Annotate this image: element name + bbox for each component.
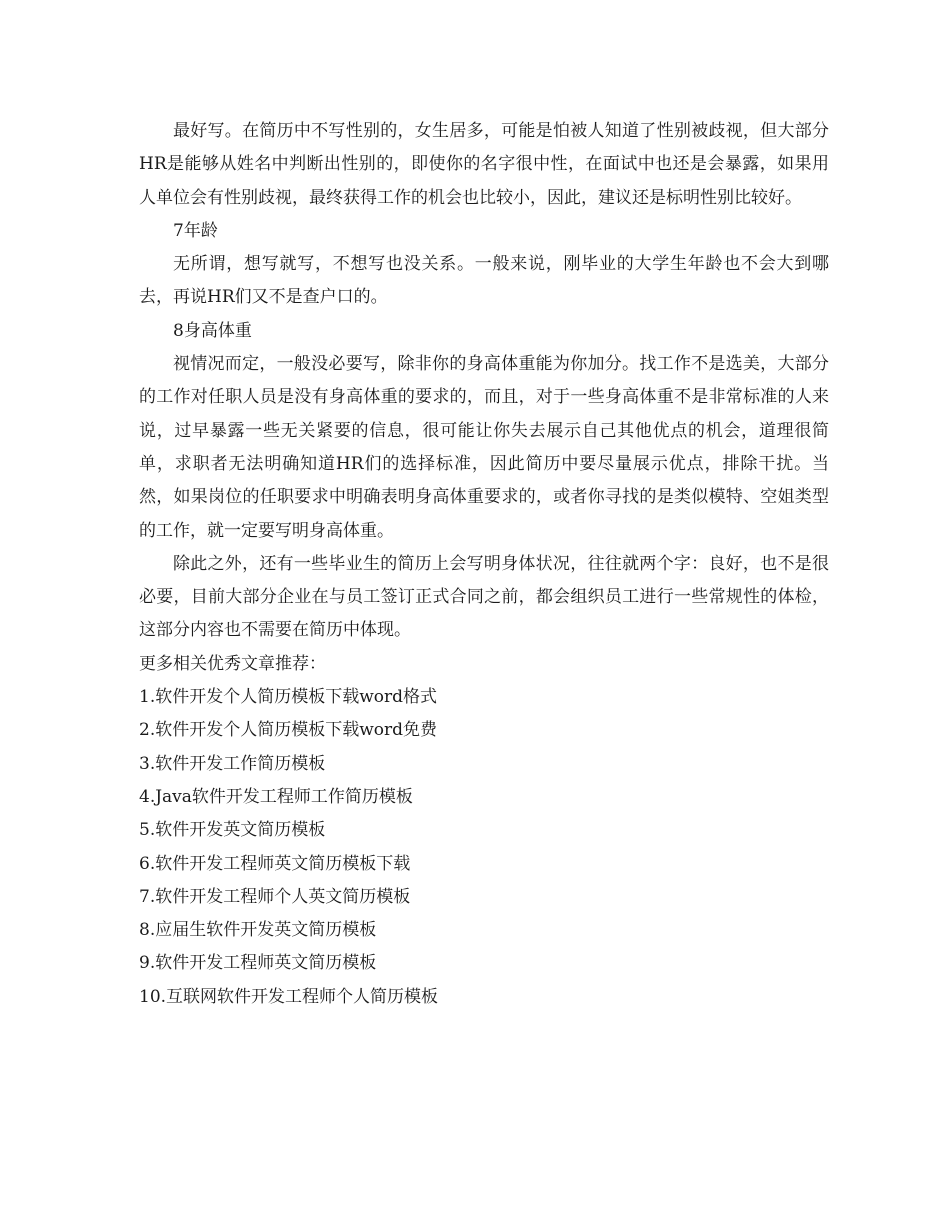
related-article-link[interactable]: 1.软件开发个人简历模板下载word格式: [139, 687, 438, 708]
related-article-link[interactable]: 10.互联网软件开发工程师个人简历模板: [139, 986, 439, 1007]
paragraph-height-weight: 视情况而定，一般没必要写，除非你的身高体重能为你加分。找工作不是选美，大部分的工作对任职人员是没有身高体重的要求的，而且，对于一些身高体重不是非常标准的人来说，过早暴露一些无关紧要的信息，很可能让你失去展示自己其他优点的机会，道理很简单，求职者无法明确知道HR们的选择标准，因此简历中要尽量展示优点，排除干扰。当然，如果岗位的任职要求中明确表明身高体重要求的，或者你寻找的是类似模特、空姐类型的工作，就一定要写明身高体重。: [139, 354, 829, 541]
heading-age: 7年龄: [173, 220, 218, 241]
related-article-link[interactable]: 2.软件开发个人简历模板下载word免费: [139, 720, 438, 741]
related-article-link[interactable]: 6.软件开发工程师英文简历模板下载: [139, 853, 411, 874]
related-article-link[interactable]: 3.软件开发工作简历模板: [139, 753, 326, 774]
document-body: [139, 115, 829, 1014]
paragraph-gender: 最好写。在简历中不写性别的，女生居多，可能是怕被人知道了性别被歧视，但大部分HR是能够从姓名中判断出性别的，即使你的名字很中性，在面试中也还是会暴露，如果用人单位会有性别歧视，最终获得工作的机会也比较小，因此，建议还是标明性别比较好。: [139, 121, 829, 208]
paragraph-age: 无所谓，想写就写，不想写也没关系。一般来说，刚毕业的大学生年龄也不会大到哪去，再说HR们又不是查户口的。: [139, 254, 829, 308]
related-article-link[interactable]: 8.应届生软件开发英文简历模板: [139, 920, 377, 941]
related-article-link[interactable]: 4.Java软件开发工程师工作简历模板: [139, 786, 413, 807]
related-articles-title: 更多相关优秀文章推荐：: [139, 653, 326, 674]
related-articles-list: [139, 681, 829, 1014]
heading-height-weight: 8身高体重: [173, 320, 252, 341]
related-article-link[interactable]: 7.软件开发工程师个人英文简历模板: [139, 886, 411, 907]
related-article-link[interactable]: 9.软件开发工程师英文简历模板: [139, 953, 377, 974]
related-article-link[interactable]: 5.软件开发英文简历模板: [139, 820, 326, 841]
paragraph-health: 除此之外，还有一些毕业生的简历上会写明身体状况，往往就两个字：良好，也不是很必要，目前大部分企业在与员工签订正式合同之前，都会组织员工进行一些常规性的体检，这部分内容也不需要在简历中体现。: [139, 553, 829, 641]
